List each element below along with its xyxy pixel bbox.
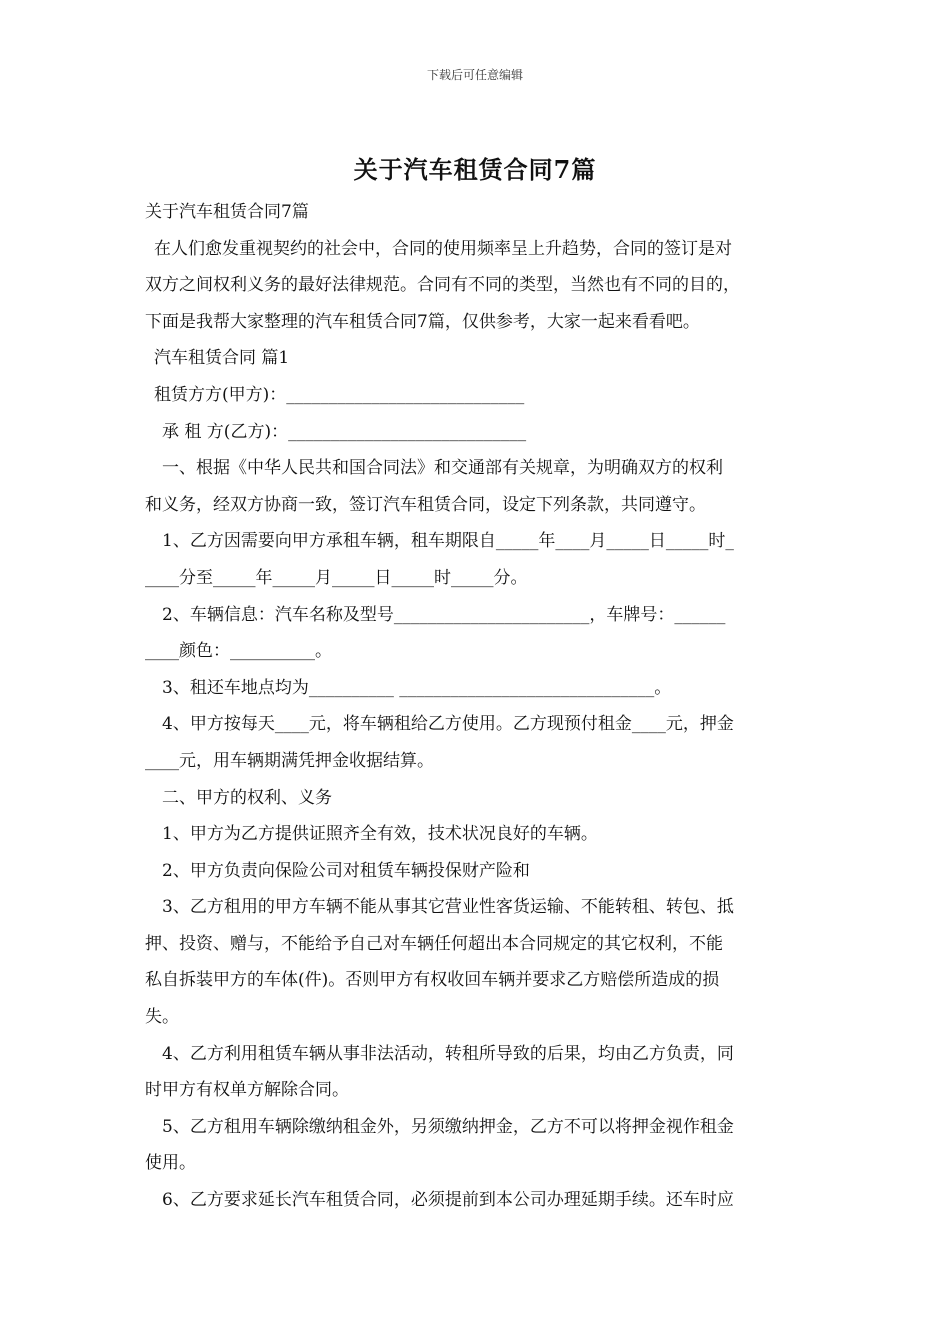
header-note: 下载后可任意编辑 [426, 68, 523, 82]
clause-line: 一、根据《中华人民共和国合同法》和交通部有关规章，为明确双方的权利 [162, 458, 723, 479]
party-b-line: 承 租 方(乙方)：____________________________ [162, 421, 527, 442]
clause-line: 时甲方有权单方解除合同。 [145, 1080, 349, 1101]
clause-line: 使用。 [145, 1153, 196, 1174]
paragraph-line: 在人们愈发重视契约的社会中，合同的使用频率呈上升趋势，合同的签订是对 [154, 238, 732, 259]
clause-line: ____元，用车辆期满凭押金收据结算。 [145, 750, 434, 771]
party-a-line: 租赁方方(甲方)：____________________________ [154, 384, 525, 405]
clause-line: 1、甲方为乙方提供证照齐全有效，技术状况良好的车辆。 [162, 824, 598, 845]
paragraph-line: 下面是我帮大家整理的汽车租赁合同7篇，仅供参考，大家一起来看看吧。 [145, 311, 700, 332]
clause-line: 5、乙方租用车辆除缴纳租金外，另须缴纳押金，乙方不可以将押金视作租金 [162, 1116, 734, 1137]
document-body [145, 199, 815, 1224]
clause-line: 和义务，经双方协商一致，签订汽车租赁合同，设定下列条款，共同遵守。 [145, 494, 706, 515]
clause-line: 私自拆装甲方的车体(件)。否则甲方有权收回车辆并要求乙方赔偿所造成的损 [145, 970, 720, 991]
document-title: 关于汽车租赁合同7篇 [353, 155, 597, 184]
clause-line: ____分至_____年_____月_____日_____时_____分。 [145, 567, 528, 588]
clause-line: 失。 [145, 1007, 179, 1028]
clause-line: 2、甲方负责向保险公司对租赁车辆投保财产险和 [162, 860, 530, 881]
clause-line: 6、乙方要求延长汽车租赁合同，必须提前到本公司办理延期手续。还车时应 [162, 1190, 734, 1211]
clause-line: 4、乙方利用租赁车辆从事非法活动，转租所导致的后果，均由乙方负责，同 [162, 1043, 734, 1064]
section-heading: 汽车租赁合同 篇1 [154, 348, 290, 369]
clause-line: 押、投资、赠与，不能给予自己对车辆任何超出本合同规定的其它权利，不能 [145, 933, 723, 954]
clause-line: 3、乙方租用的甲方车辆不能从事其它营业性客货运输、不能转租、转包、抵 [162, 897, 734, 918]
clause-line: 4、甲方按每天____元，将车辆租给乙方使用。乙方现预付租金____元，押金 [162, 714, 734, 735]
subtitle-line: 关于汽车租赁合同7篇 [145, 202, 309, 222]
section-heading: 二、甲方的权利、义务 [162, 787, 332, 808]
paragraph-line: 双方之间权利义务的最好法律规范。合同有不同的类型，当然也有不同的目的， [145, 275, 740, 296]
clause-line: 2、车辆信息：汽车名称及型号_______________________，车牌号：______ [162, 604, 726, 625]
clause-line: 3、租还车地点均为__________ ______________________________。 [162, 677, 672, 698]
clause-line: 1、乙方因需要向甲方承租车辆，租车期限自_____年____月_____日_____时_ [162, 531, 734, 552]
clause-line: ____颜色：__________。 [145, 641, 332, 662]
